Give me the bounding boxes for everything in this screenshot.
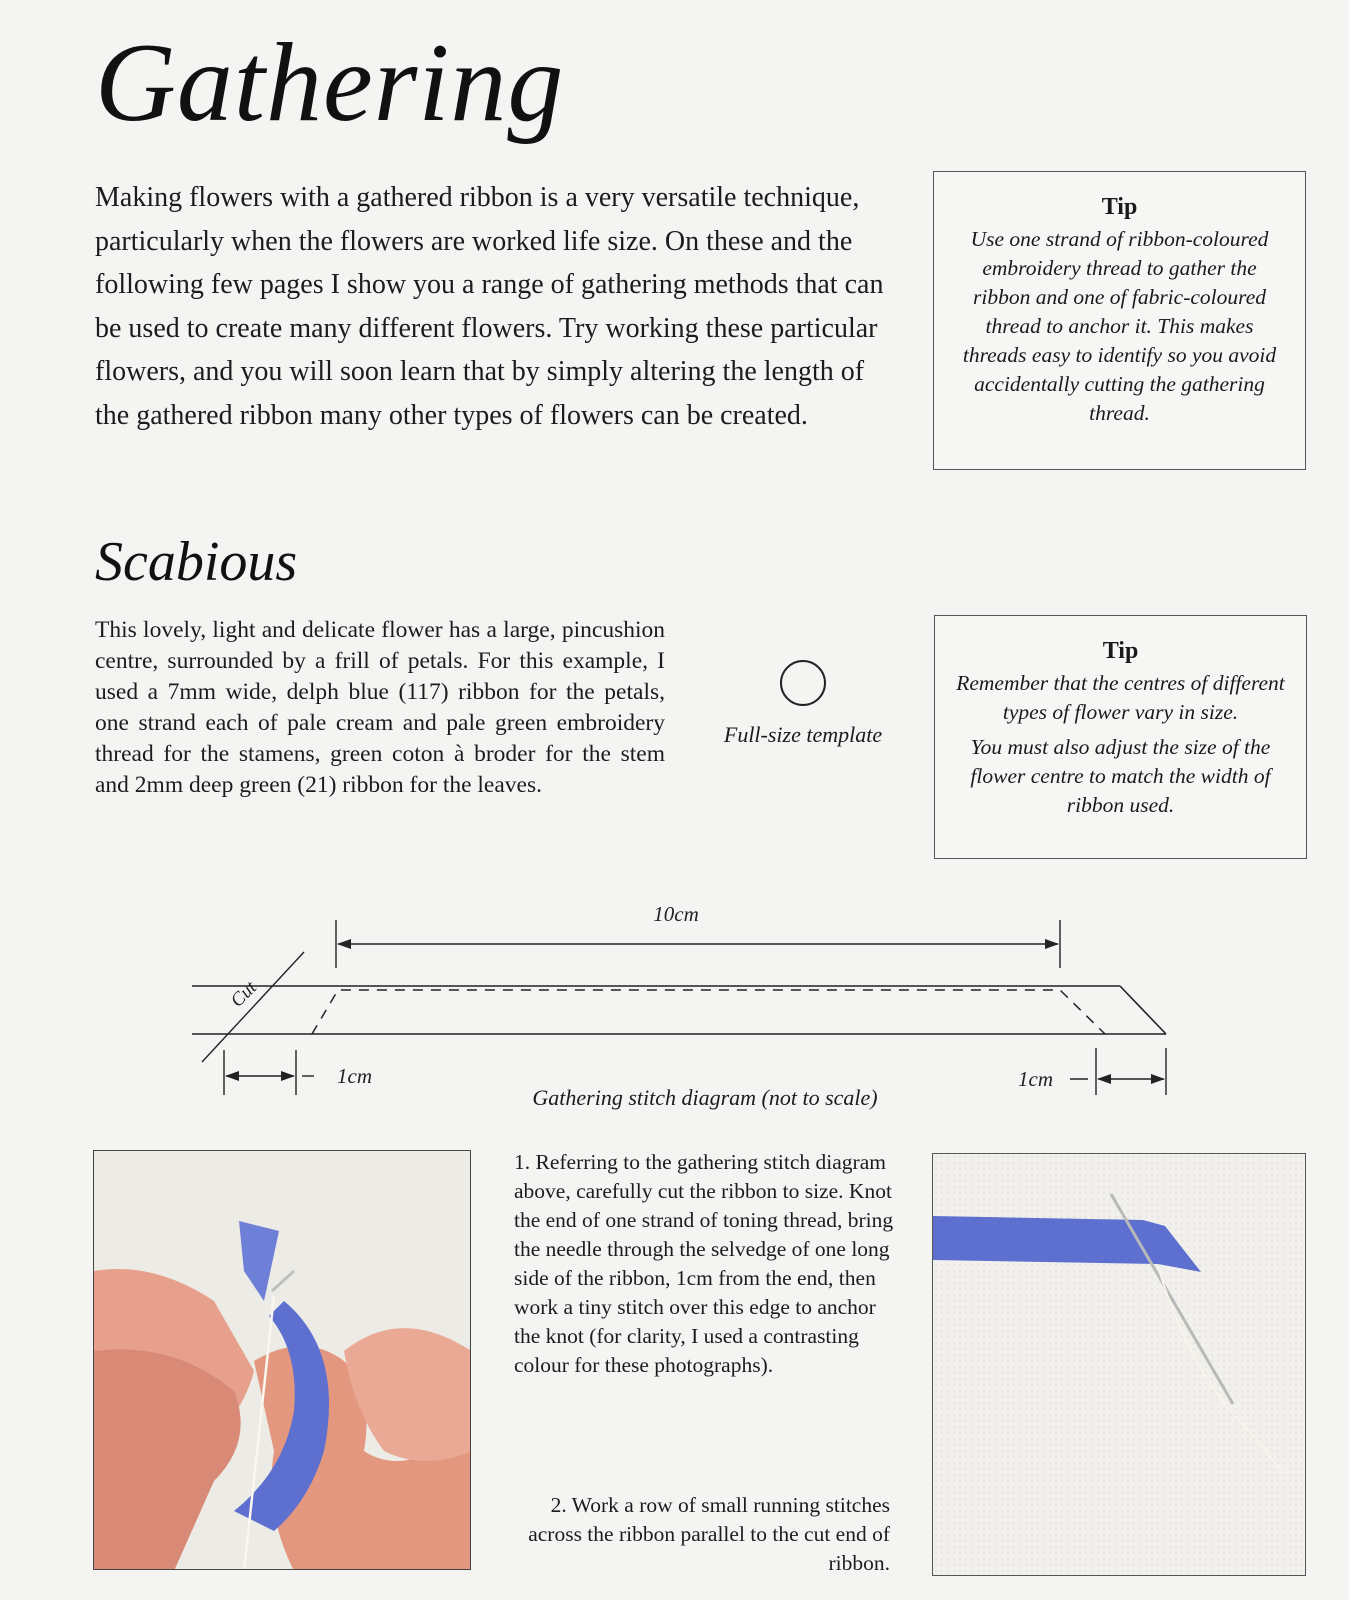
right-one-cm-label: 1cm bbox=[1018, 1067, 1053, 1091]
photo-hands-stitching bbox=[93, 1150, 471, 1570]
tip-text-2: You must also adjust the size of the flower centre to match the width of ribbon used. bbox=[970, 735, 1271, 817]
left-one-cm-measure bbox=[224, 1050, 314, 1095]
tip-text: Use one strand of ribbon-coloured embroidery thread to gather the ribbon and one of fabric-coloured thread to anchor it. This makes threads easy to identify so you avoid accidentally cutting the gathering thread. bbox=[962, 227, 1277, 425]
step-1-text: 1. Referring to the gathering stitch diagram above, carefully cut the ribbon to size. Knot the end of one strand of toning thread, bring the needle through the selvedge of one long side of the ribbon, 1cm from the end, then work a tiny stitch over this edge to anchor the knot (for clarity, I used a contrasting colour for these photographs). bbox=[514, 1150, 894, 1377]
ten-cm-measure bbox=[336, 920, 1060, 968]
intro-paragraph: Making flowers with a gathered ribbon is a very versatile technique, particularly when the flowers are worked life size. On these and the following few pages I show you a range of gathering methods that can be used to create many different flowers. Try working these particular flowers, and you will soon learn that by simply altering the length of the gathered ribbon many other types of flowers can be created. bbox=[95, 182, 884, 431]
gathering-stitch-diagram bbox=[180, 890, 1180, 1095]
gathering-stitch-line bbox=[312, 990, 1105, 1034]
tip-text-1: Remember that the centres of different types of flower vary in size. bbox=[956, 671, 1285, 724]
tip-title: Tip bbox=[1102, 638, 1139, 664]
ribbon-outline bbox=[192, 986, 1166, 1034]
cut-label: Cut bbox=[226, 977, 261, 1012]
section-title-scabious: Scabious bbox=[95, 531, 298, 593]
tip-box-thread bbox=[933, 171, 1306, 470]
template-label: Full-size template bbox=[723, 722, 883, 747]
right-one-cm-measure bbox=[1070, 1048, 1166, 1095]
page-title: Gathering bbox=[95, 21, 565, 145]
left-one-cm-label: 1cm bbox=[337, 1064, 372, 1088]
photo-ribbon-needle bbox=[932, 1153, 1306, 1576]
tip-box-centres bbox=[934, 615, 1307, 859]
cut-line bbox=[202, 952, 304, 1062]
tip-title: Tip bbox=[1101, 194, 1138, 220]
ten-cm-label: 10cm bbox=[653, 902, 699, 926]
diagram-caption: Gathering stitch diagram (not to scale) bbox=[532, 1085, 878, 1110]
step-2-text: 2. Work a row of small running stitches across the ribbon parallel to the cut end of ribbon. bbox=[528, 1493, 890, 1575]
full-size-template-circle bbox=[780, 660, 826, 706]
scabious-description: This lovely, light and delicate flower has a large, pincushion centre, surrounded by a frill of petals. For this example, I used a 7mm wide, delph blue (117) ribbon for the petals, one strand each of pale cream and pale green embroidery thread for the stamens, green coton à broder for the stem and 2mm deep green (21) ribbon for the leaves. bbox=[95, 617, 665, 798]
